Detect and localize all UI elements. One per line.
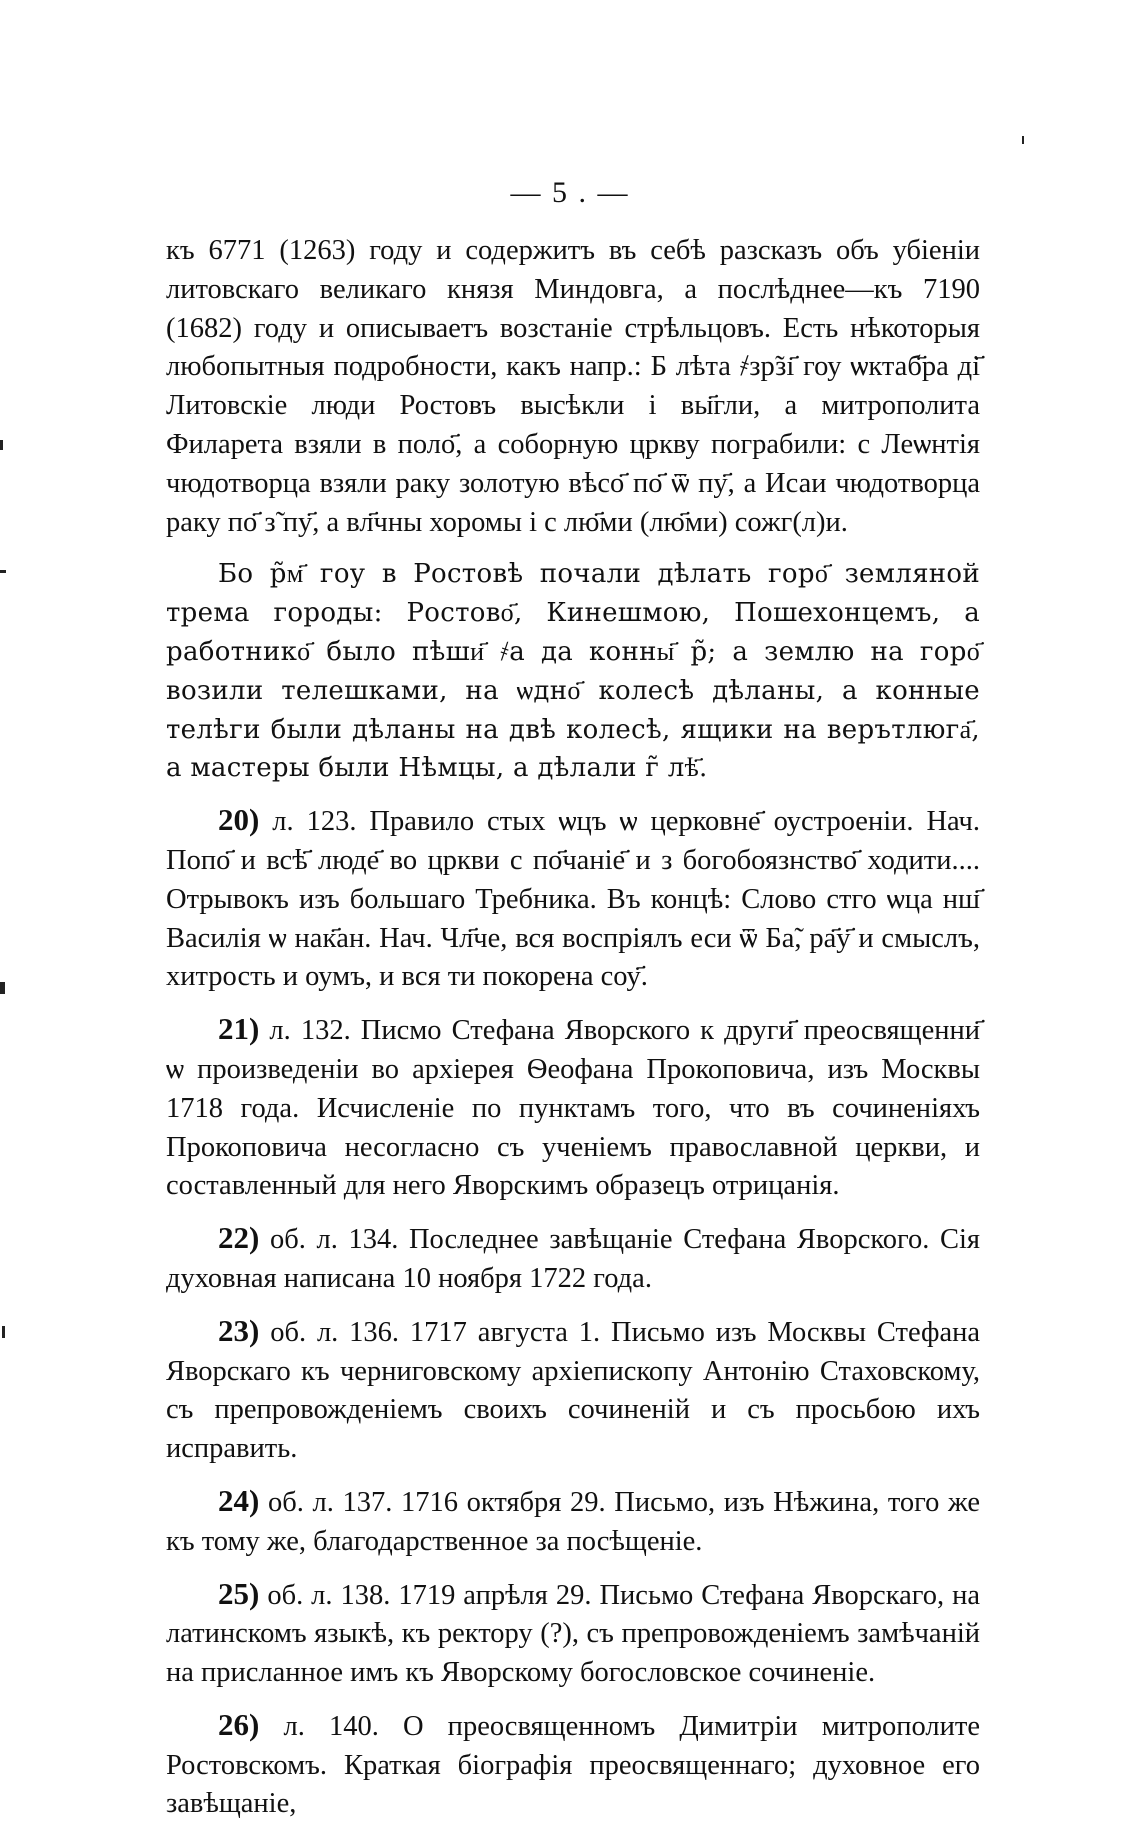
- entry-number: 22): [218, 1220, 260, 1256]
- entry-number: 20): [218, 802, 260, 838]
- entry-26: [166, 1706, 980, 1824]
- paragraph-quote: [166, 555, 980, 788]
- entry-number: 25): [218, 1575, 260, 1611]
- entry-text: об. л. 137. 1716 октября 29. Письмо, изъ Нѣжина, того же къ тому же, благодарственное за посѣщеніе.: [166, 1486, 980, 1557]
- paragraph-continuation: [166, 232, 980, 542]
- entry-24: [166, 1482, 980, 1562]
- entry-20: [166, 801, 980, 997]
- paragraph-text: Бо р̃м҃ гоу в Ростовѣ почали дѣлать горо҃ земляной трема городы: Ростово҃, Кинешмою, Пошехонцемъ, а работнико҃ было пѣши҃ ҂а да конны҃ р̃; а землю на горо҃ возили телешками, на ѡдно҃ колесѣ дѣланы, а конные телѣги были дѣланы на двѣ колесѣ, ящики на верътлюга҃, а мастеры были Нѣмцы, а дѣлали г̃ лѣ҃.: [166, 559, 980, 784]
- entry-22: [166, 1219, 980, 1299]
- entry-text: л. 132. Писмо Стефана Яворского к други҃ преосвященни҃ ѡ произведеніи во архіерея Ѳеофана Прокоповича, изъ Москвы 1718 года. Исчисленіе по пунктамъ того, что въ сочиненіяхъ Прокоповича несогласно съ ученіемъ православной церкви, и составленный для него Яворскимъ образецъ отрицанія.: [166, 1015, 981, 1202]
- entry-text: л. 123. Правило стых ѡцъ ѡ церковне҃ оустроеніи. Нач. Попо҃ и всѣ҃ люде҃ во цркви с по҃чаніе҃ и з богобоязнство҃ ходити.... Отрывокъ изъ большаго Требника. Въ концѣ: Слово стго ѡца нш҃ Василія ѡ нак҃ан. Нач. Чл҃че, вся воспріялъ еси ѿ Ба̃, ра҃у҃ и смыслъ, хитрость и оумъ, и вся ти покорена соу҃.: [166, 806, 980, 993]
- scan-mark: [0, 982, 5, 994]
- body-text: [166, 232, 980, 1837]
- entry-23: [166, 1312, 980, 1469]
- entry-number: 26): [218, 1706, 260, 1742]
- entry-text: об. л. 138. 1719 апрѣля 29. Письмо Стефана Яворскаго, на латинскомъ языкѣ, къ ректору (?), съ препровожденіемъ замѣчаній на присланное имъ къ Яворскому богословское сочиненіе.: [166, 1579, 981, 1689]
- entry-21: [166, 1010, 980, 1206]
- scan-mark: [1022, 136, 1024, 144]
- scan-mark: [0, 440, 3, 450]
- page-number: — 5 . —: [510, 176, 630, 209]
- entry-text: об. л. 136. 1717 августа 1. Письмо изъ Москвы Стефана Яворскаго къ черниговскому архіепископу Антонію Стаховскому, съ препровожденіемъ своихъ сочиненій и съ просьбою ихъ исправить.: [166, 1316, 980, 1465]
- paragraph-text: къ 6771 (1263) году и содержитъ въ себѣ разсказъ объ убіеніи литовскаго великаго князя Миндовга, а послѣднее—къ 7190 (1682) году и описываетъ возстаніе стрѣльцовъ. Есть нѣкоторыя любопытныя подробности, какъ напр.: Б лѣта ҂зр̃зı҃ гоу ѡктаб҃ра ді҃ Литовскіе люди Ростовъ высѣкли і вы҃гли, а митрополита Филарета взяли в поло҃, а соборную цркву пограбили: с Леѡнтія чюдотворца взяли раку золотую вѣсо҃ по҃ ѿ пу҃, а Исаи чюдотворца раку по҃ з̃ пу҃, а вл҃чны хоромы і с лю҃ми (лю҃ми) сожг(л)и.: [166, 235, 980, 538]
- entry-number: 21): [218, 1011, 260, 1047]
- scan-mark: [0, 570, 6, 573]
- entry-text: об. л. 134. Последнее завѣщаніе Стефана Яворского. Сія духовная написана 10 ноября 1722 года.: [166, 1224, 981, 1294]
- entry-text: л. 140. О преосвященномъ Димитріи митрополите Ростовскомъ. Краткая біографія преосвященнаго; духовное его завѣщаніе,: [166, 1710, 980, 1820]
- scan-mark: [2, 1326, 5, 1338]
- entry-number: 23): [218, 1312, 260, 1348]
- entry-25: [166, 1575, 980, 1693]
- entry-number: 24): [218, 1482, 260, 1518]
